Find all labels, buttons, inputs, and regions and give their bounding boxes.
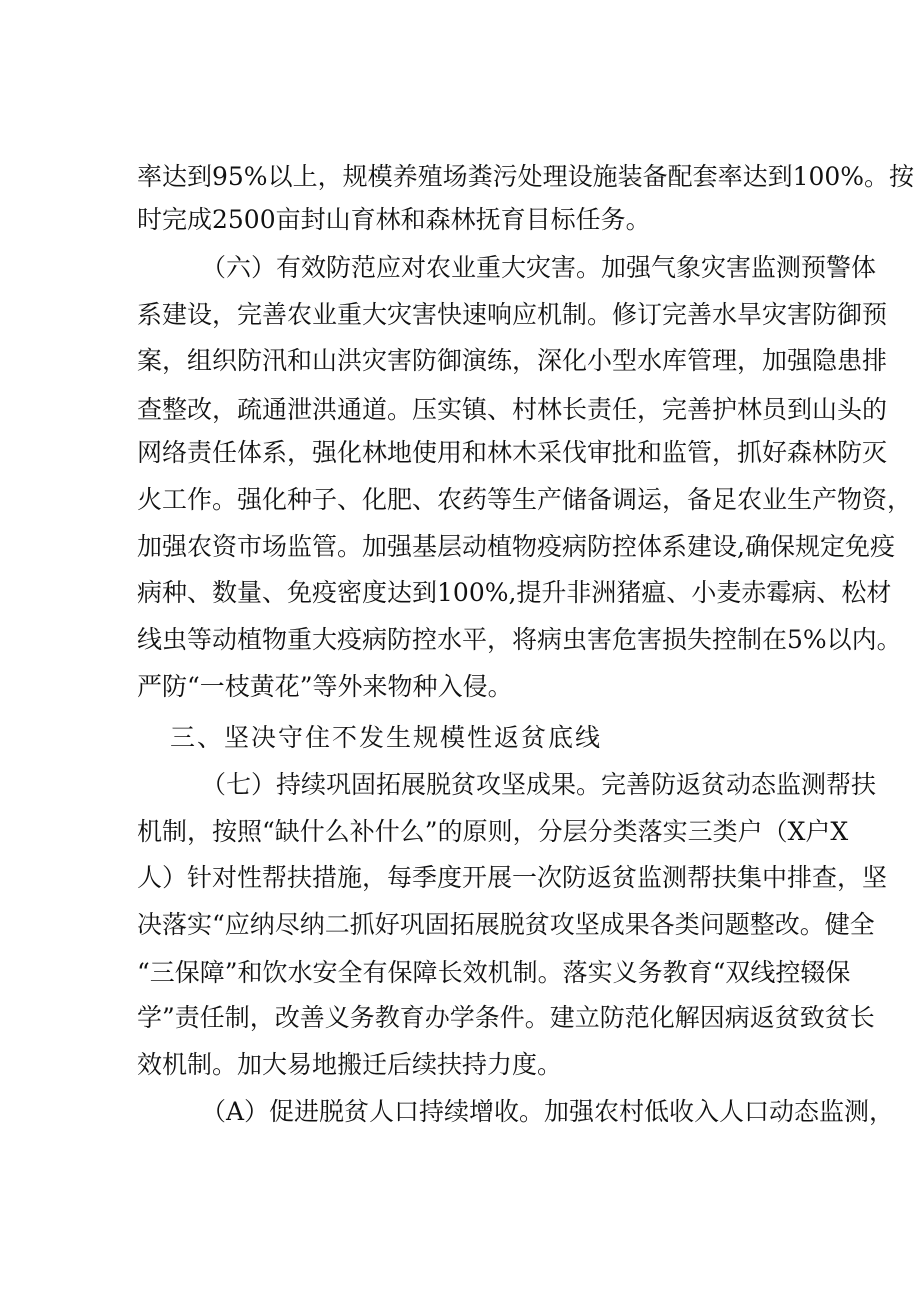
text-line: 病种、数量、免疫密度达到100%,提升非洲猪瘟、小麦赤霉病、松材 (137, 578, 892, 607)
text-line: 案，组织防汛和山洪灾害防御演练，深化小型水库管理，加强隐患排 (137, 346, 888, 375)
text-line: 加强农资市场监管。加强基层动植物疫病防控体系建设,确保规定免疫 (137, 532, 895, 561)
text-line: 人）针对性帮扶措施，每季度开展一次防返贫监测帮扶集中排查，坚 (137, 863, 888, 892)
text-line: 率达到95%以上，规模养殖场粪污处理设施装备配套率达到100%。按 (137, 162, 915, 191)
paragraph-first-line: （A）促进脱贫人口持续增收。加强农村低收入人口动态监测， (201, 1097, 895, 1126)
text-line: 火工作。强化种子、化肥、农药等生产储备调运，备足农业生产物资， (137, 485, 913, 514)
text-line: 查整改，疏通泄洪通道。压实镇、村林长责任，完善护林员到山头的 (137, 395, 888, 424)
text-line: “三保障”和饮水安全有保障长效机制。落实义务教育“双线控辍保 (137, 958, 851, 987)
text-line: 效机制。加大易地搬迁后续扶持力度。 (137, 1050, 563, 1079)
text-line: 决落实“应纳尽纳二抓好巩固拓展脱贫攻坚成果各类问题整改。健全 (137, 910, 875, 939)
text-line: 时完成2500亩封山育林和森林抚育目标任务。 (137, 205, 651, 234)
text-line: 网络责任体系，强化林地使用和林木采伐审批和监管，抓好森林防灭 (137, 438, 888, 467)
text-line: 机制，按照“缺什么补什么”的原则，分层分类落实三类户（X户X (137, 817, 849, 846)
paragraph-first-line: （六）有效防范应对农业重大灾害。加强气象灾害监测预警体 (201, 253, 877, 282)
paragraph-first-line: （七）持续巩固拓展脱贫攻坚成果。完善防返贫动态监测帮扶 (201, 770, 877, 799)
text-line: 系建设，完善农业重大灾害快速响应机制。修订完善水旱灾害防御预 (137, 300, 888, 329)
text-line: 线虫等动植物重大疫病防控水平，将病虫害危害损失控制在5%以内。 (137, 625, 902, 654)
text-line: 学”责任制，改善义务教育办学条件。建立防范化解因病返贫致贫长 (137, 1003, 875, 1032)
section-heading: 三、坚决守住不发生规模性返贫底线 (170, 723, 603, 752)
text-line: 严防“一枝黄花”等外来物种入侵。 (137, 672, 513, 701)
